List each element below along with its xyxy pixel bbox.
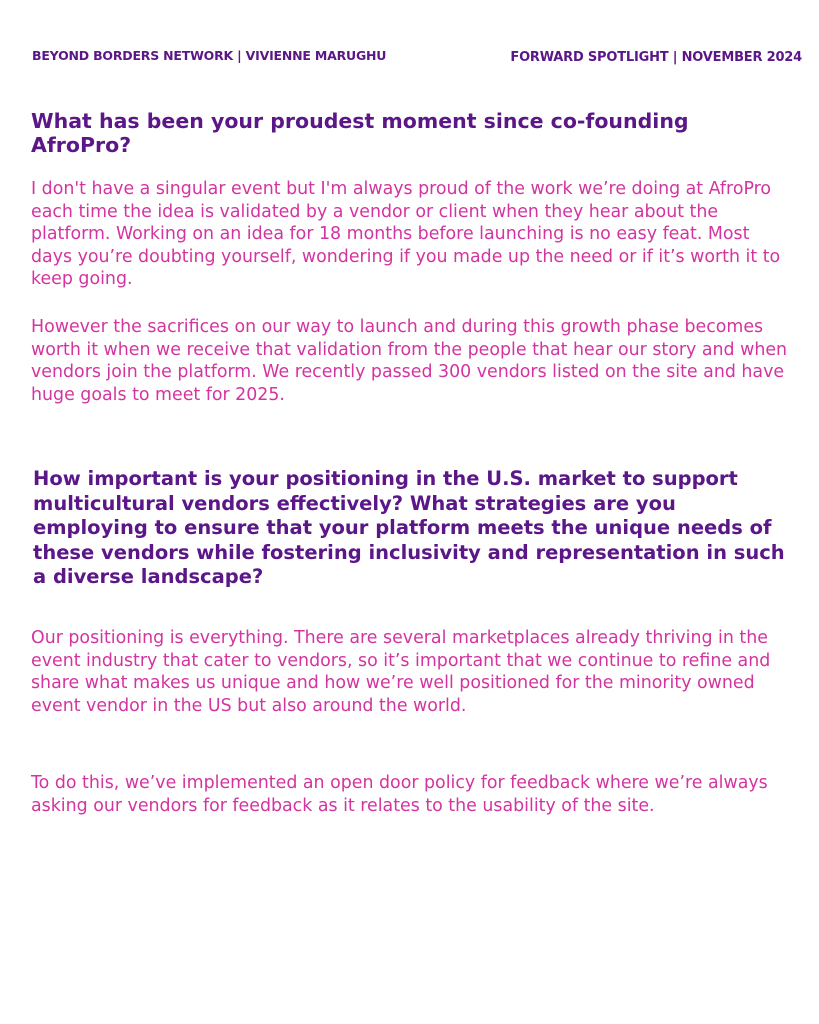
answer-2-paragraph-1: Our positioning is everything. There are several marketplaces already thriving in the event industry that cater to vendors, so it’s important that we continue to refine and share what makes us unique and how we’re well positioned for the minority owned event vendor in the US but also around the world. xyxy=(31,628,771,716)
header-issue: FORWARD SPOTLIGHT | NOVEMBER 2024 xyxy=(510,50,802,65)
question-1: What has been your proudest moment since co-founding AfroPro? xyxy=(31,109,689,157)
answer-2-paragraph-2: To do this, we’ve implemented an open door policy for feedback where we’re always asking our vendors for feedback as it relates to the usability of the site. xyxy=(31,773,768,816)
question-2: How important is your positioning in the U.S. market to support multicultural vendors effectively? What strategies are you employing to ensure that your platform meets the unique needs of these vendors while fostering inclusivity and representation in such a diverse landscape? xyxy=(33,467,785,588)
header-publication: BEYOND BORDERS NETWORK | VIVIENNE MARUGHU xyxy=(32,48,387,63)
answer-1-paragraph-2: However the sacrifices on our way to launch and during this growth phase becomes worth it when we receive that validation from the people that hear our story and when vendors join the platform. We recently passed 300 vendors listed on the site and have huge goals to meet for 2025. xyxy=(31,317,788,405)
answer-1-paragraph-1: I don't have a singular event but I'm always proud of the work we’re doing at AfroPro each time the idea is validated by a vendor or client when they hear about the platform. Working on an idea for 18 months before launching is no easy feat. Most days you’re doubting yourself, wondering if you made up the need or if it’s worth it to keep going. xyxy=(31,179,781,290)
